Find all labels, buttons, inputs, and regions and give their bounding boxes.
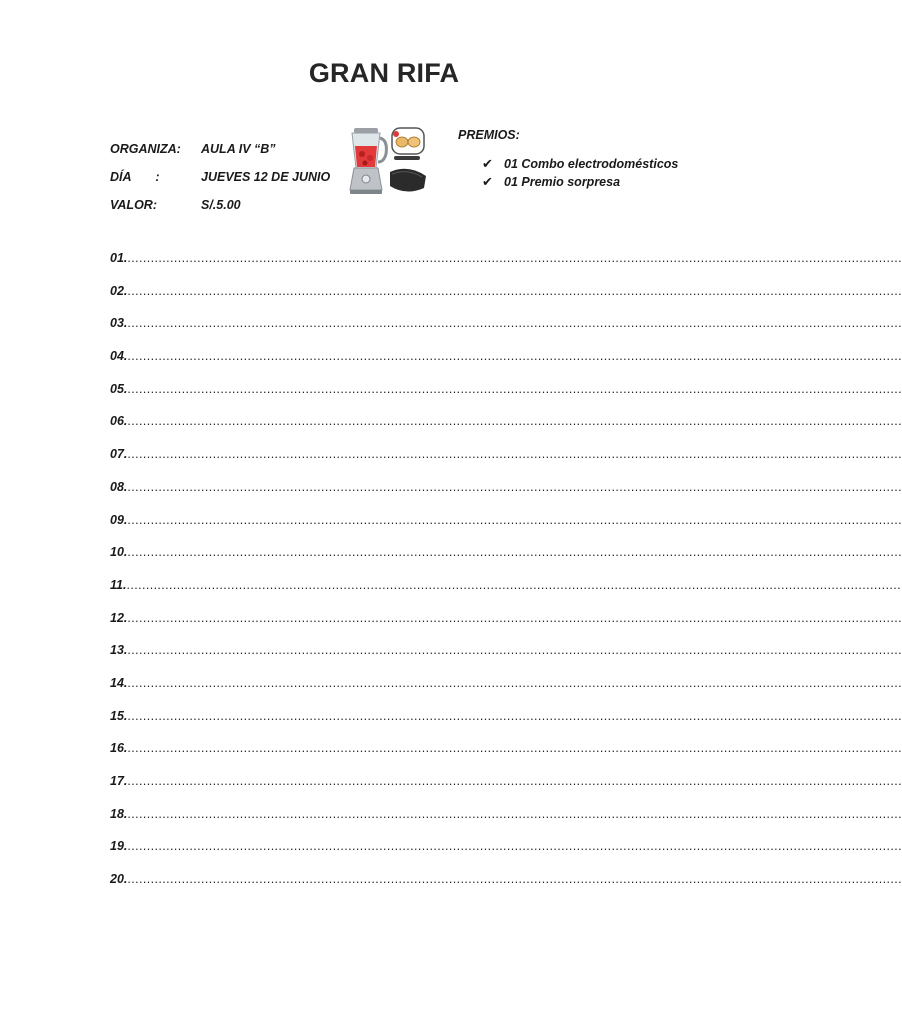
entry-number: 07. bbox=[110, 447, 128, 462]
entry-number: 02. bbox=[110, 283, 128, 298]
entry-number: 08. bbox=[110, 479, 128, 494]
entry-number: 16. bbox=[110, 741, 128, 756]
entry-number: 06. bbox=[110, 414, 128, 429]
entry-blank[interactable]: ........................................................................................................................................................................................................ bbox=[127, 643, 902, 658]
entry-number: 01. bbox=[110, 251, 128, 265]
entry-number: 20. bbox=[110, 872, 128, 887]
prize-item-text: 01 Premio sorpresa bbox=[504, 175, 621, 189]
entry-list bbox=[110, 251, 902, 905]
entry-blank[interactable]: ........................................................................................................................................................................................................ bbox=[127, 381, 902, 396]
checkmark-icon: ✔ bbox=[482, 156, 493, 171]
entry-line bbox=[110, 545, 902, 578]
entry-blank[interactable]: ........................................................................................................................................................................................................ bbox=[127, 839, 902, 854]
entry-line bbox=[110, 741, 902, 774]
valor-label: VALOR: bbox=[110, 198, 157, 212]
entry-line bbox=[110, 675, 902, 709]
entry-line bbox=[110, 316, 902, 349]
entry-line bbox=[110, 512, 902, 546]
page-title: GRAN RIFA bbox=[308, 58, 460, 88]
entry-number: 13. bbox=[110, 643, 128, 658]
entry-number: 03. bbox=[110, 316, 128, 331]
entry-line bbox=[110, 447, 902, 480]
entry-number: 04. bbox=[110, 349, 128, 364]
prize-item bbox=[482, 174, 620, 190]
checkmark-icon: ✔ bbox=[482, 174, 493, 189]
entry-line bbox=[110, 381, 902, 415]
entry-blank[interactable]: ........................................................................................................................................................................................................ bbox=[127, 545, 902, 560]
entry-number: 19. bbox=[110, 839, 128, 854]
entry-line bbox=[110, 872, 902, 905]
prizes-label: PREMIOS: bbox=[458, 128, 520, 142]
entry-number: 15. bbox=[110, 708, 128, 723]
valor-value: S/.5.00 bbox=[201, 198, 241, 212]
entry-line bbox=[110, 839, 902, 872]
entry-blank[interactable]: ........................................................................................................................................................................................................ bbox=[127, 251, 902, 265]
entry-line bbox=[110, 643, 902, 676]
entry-blank[interactable]: ........................................................................................................................................................................................................ bbox=[127, 414, 902, 429]
entry-number: 10. bbox=[110, 545, 128, 560]
entry-blank[interactable]: ........................................................................................................................................................................................................ bbox=[127, 512, 902, 527]
entry-number: 11. bbox=[110, 577, 127, 592]
entry-line bbox=[110, 774, 902, 807]
entry-line bbox=[110, 251, 902, 284]
entry-line bbox=[110, 283, 902, 317]
organiza-label: ORGANIZA: bbox=[110, 142, 181, 156]
entry-blank[interactable]: ........................................................................................................................................................................................................ bbox=[127, 610, 902, 625]
dia-label: DÍA : bbox=[110, 170, 160, 184]
entry-line bbox=[110, 349, 902, 382]
entry-line bbox=[110, 479, 902, 513]
entry-number: 05. bbox=[110, 381, 128, 396]
entry-blank[interactable]: ........................................................................................................................................................................................................ bbox=[126, 577, 902, 592]
entry-line bbox=[110, 414, 902, 447]
entry-line bbox=[110, 806, 902, 840]
entry-number: 17. bbox=[110, 774, 128, 788]
entry-number: 14. bbox=[110, 675, 128, 690]
entry-blank[interactable]: ........................................................................................................................................................................................................ bbox=[127, 872, 902, 887]
entry-blank[interactable]: ........................................................................................................................................................................................................ bbox=[127, 774, 902, 788]
entry-line bbox=[110, 610, 902, 644]
dia-value: JUEVES 12 DE JUNIO bbox=[201, 170, 331, 184]
entry-blank[interactable]: ........................................................................................................................................................................................................ bbox=[127, 479, 902, 494]
entry-blank[interactable]: ........................................................................................................................................................................................................ bbox=[127, 447, 902, 462]
entry-blank[interactable]: ........................................................................................................................................................................................................ bbox=[127, 741, 902, 756]
prize-item bbox=[482, 156, 678, 172]
prize-item-text: 01 Combo electrodomésticos bbox=[504, 157, 679, 171]
entry-number: 18. bbox=[110, 806, 128, 821]
entry-blank[interactable]: ........................................................................................................................................................................................................ bbox=[127, 316, 902, 331]
entry-line bbox=[110, 708, 902, 742]
entry-number: 12. bbox=[110, 610, 128, 625]
entry-number: 09. bbox=[110, 512, 128, 527]
entry-blank[interactable]: ........................................................................................................................................................................................................ bbox=[127, 349, 902, 364]
appliance-combo-icon bbox=[340, 124, 428, 200]
organiza-value: AULA IV “B” bbox=[201, 142, 276, 156]
entry-blank[interactable]: ........................................................................................................................................................................................................ bbox=[127, 806, 902, 821]
entry-line bbox=[110, 577, 902, 611]
entry-blank[interactable]: ........................................................................................................................................................................................................ bbox=[127, 708, 902, 723]
entry-blank[interactable]: ........................................................................................................................................................................................................ bbox=[127, 283, 902, 298]
entry-blank[interactable]: ........................................................................................................................................................................................................ bbox=[127, 675, 902, 690]
